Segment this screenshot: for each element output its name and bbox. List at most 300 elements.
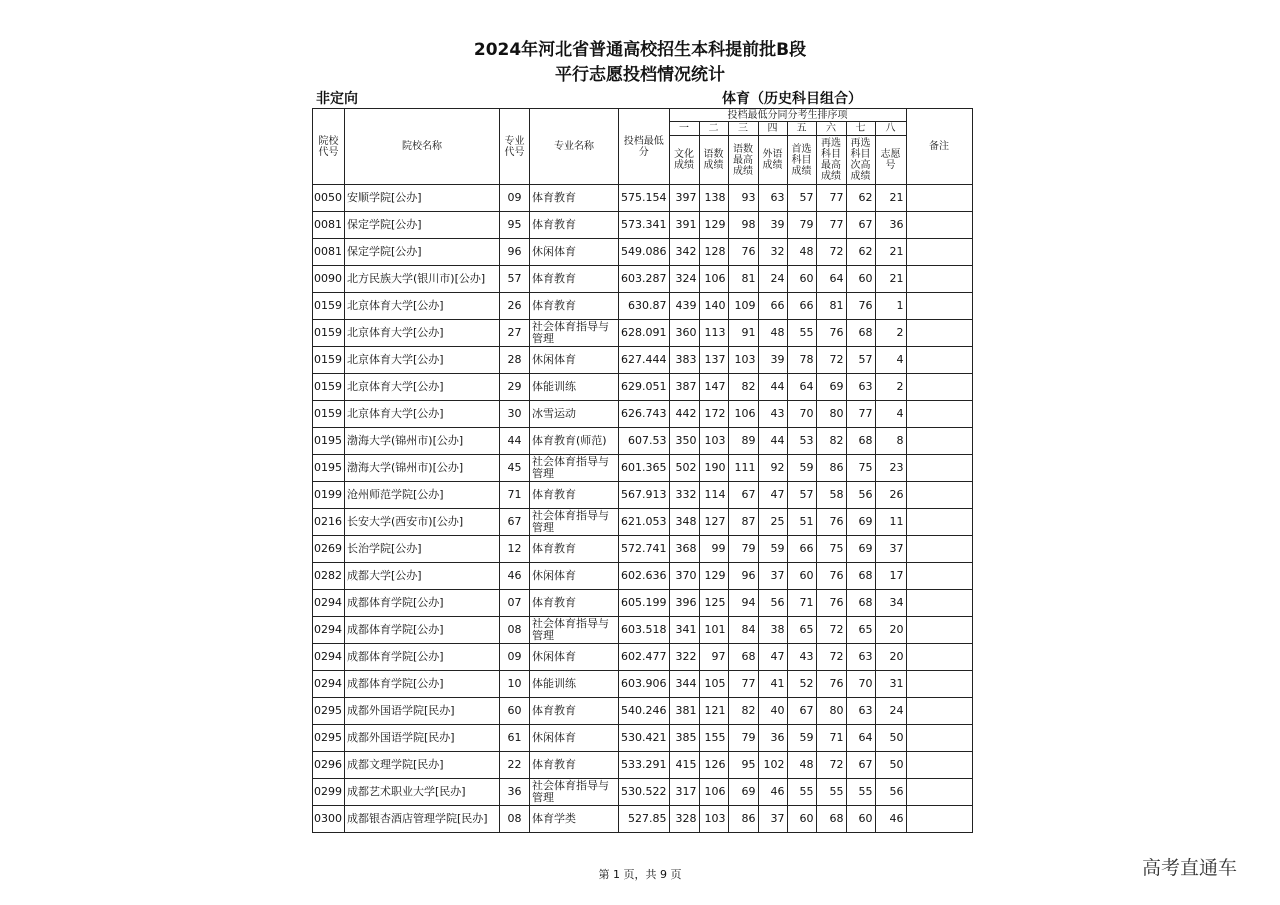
table-row bbox=[313, 779, 973, 806]
chinese-math-score-cell: 125 bbox=[699, 590, 728, 617]
header-school-name: 院校名称 bbox=[345, 109, 500, 185]
school-name-cell: 成都银杏酒店管理学院[民办] bbox=[345, 806, 500, 833]
major-code-cell: 08 bbox=[500, 617, 530, 644]
foreign-language-cell: 39 bbox=[758, 347, 787, 374]
school-code-cell: 0159 bbox=[313, 293, 345, 320]
chinese-math-max-cell: 69 bbox=[728, 779, 758, 806]
second-subject-max-cell: 71 bbox=[816, 725, 846, 752]
remark-cell bbox=[906, 698, 972, 725]
major-code-cell: 27 bbox=[500, 320, 530, 347]
school-code-cell: 0216 bbox=[313, 509, 345, 536]
major-code-cell: 09 bbox=[500, 644, 530, 671]
preference-number-cell: 8 bbox=[875, 428, 906, 455]
second-subject-next-cell: 60 bbox=[846, 806, 875, 833]
major-name-cell: 体育教育 bbox=[530, 482, 619, 509]
major-code-cell: 10 bbox=[500, 671, 530, 698]
second-subject-next-cell: 62 bbox=[846, 185, 875, 212]
chinese-math-score-cell: 147 bbox=[699, 374, 728, 401]
header-item: 语数最高成绩 bbox=[728, 136, 758, 185]
school-name-cell: 保定学院[公办] bbox=[345, 212, 500, 239]
second-subject-next-cell: 67 bbox=[846, 212, 875, 239]
table-row bbox=[313, 320, 973, 347]
chinese-math-score-cell: 113 bbox=[699, 320, 728, 347]
remark-cell bbox=[906, 320, 972, 347]
category-label: 非定向 bbox=[316, 91, 358, 107]
school-name-cell: 成都体育学院[公办] bbox=[345, 644, 500, 671]
preference-number-cell: 20 bbox=[875, 644, 906, 671]
second-subject-next-cell: 65 bbox=[846, 617, 875, 644]
second-subject-max-cell: 72 bbox=[816, 752, 846, 779]
remark-cell bbox=[906, 185, 972, 212]
first-subject-cell: 57 bbox=[787, 482, 816, 509]
table-row bbox=[313, 617, 973, 644]
major-name-cell: 体育教育(师范) bbox=[530, 428, 619, 455]
culture-score-cell: 324 bbox=[669, 266, 699, 293]
table-row bbox=[313, 266, 973, 293]
first-subject-cell: 55 bbox=[787, 320, 816, 347]
remark-cell bbox=[906, 617, 972, 644]
major-code-cell: 09 bbox=[500, 185, 530, 212]
table-row bbox=[313, 806, 973, 833]
major-code-cell: 45 bbox=[500, 455, 530, 482]
school-code-cell: 0295 bbox=[313, 698, 345, 725]
page-title: 2024年河北省普通高校招生本科提前批B段 bbox=[473, 40, 807, 60]
second-subject-next-cell: 62 bbox=[846, 239, 875, 266]
second-subject-max-cell: 80 bbox=[816, 401, 846, 428]
school-code-cell: 0159 bbox=[313, 320, 345, 347]
culture-score-cell: 415 bbox=[669, 752, 699, 779]
preference-number-cell: 23 bbox=[875, 455, 906, 482]
second-subject-next-cell: 68 bbox=[846, 590, 875, 617]
header-major-name: 专业名称 bbox=[530, 109, 619, 185]
second-subject-max-cell: 76 bbox=[816, 563, 846, 590]
chinese-math-max-cell: 82 bbox=[728, 698, 758, 725]
school-code-cell: 0294 bbox=[313, 590, 345, 617]
major-name-cell: 社会体育指导与管理 bbox=[530, 509, 619, 536]
min-score-cell: 602.636 bbox=[619, 563, 670, 590]
school-code-cell: 0294 bbox=[313, 644, 345, 671]
first-subject-cell: 51 bbox=[787, 509, 816, 536]
table-row bbox=[313, 401, 973, 428]
second-subject-max-cell: 72 bbox=[816, 347, 846, 374]
preference-number-cell: 4 bbox=[875, 347, 906, 374]
min-score-cell: 567.913 bbox=[619, 482, 670, 509]
remark-cell bbox=[906, 374, 972, 401]
second-subject-max-cell: 81 bbox=[816, 293, 846, 320]
school-name-cell: 成都体育学院[公办] bbox=[345, 617, 500, 644]
table-row bbox=[313, 482, 973, 509]
table-row bbox=[313, 536, 973, 563]
preference-number-cell: 11 bbox=[875, 509, 906, 536]
chinese-math-max-cell: 91 bbox=[728, 320, 758, 347]
culture-score-cell: 381 bbox=[669, 698, 699, 725]
second-subject-next-cell: 64 bbox=[846, 725, 875, 752]
first-subject-cell: 79 bbox=[787, 212, 816, 239]
header-item: 志愿号 bbox=[875, 136, 906, 185]
second-subject-max-cell: 77 bbox=[816, 212, 846, 239]
admission-table bbox=[312, 108, 973, 833]
school-code-cell: 0294 bbox=[313, 617, 345, 644]
remark-cell bbox=[906, 266, 972, 293]
school-code-cell: 0159 bbox=[313, 374, 345, 401]
second-subject-next-cell: 57 bbox=[846, 347, 875, 374]
major-name-cell: 体育教育 bbox=[530, 752, 619, 779]
second-subject-next-cell: 67 bbox=[846, 752, 875, 779]
second-subject-max-cell: 76 bbox=[816, 509, 846, 536]
first-subject-cell: 52 bbox=[787, 671, 816, 698]
major-name-cell: 体育教育 bbox=[530, 266, 619, 293]
major-name-cell: 体育教育 bbox=[530, 212, 619, 239]
culture-score-cell: 348 bbox=[669, 509, 699, 536]
school-name-cell: 沧州师范学院[公办] bbox=[345, 482, 500, 509]
first-subject-cell: 78 bbox=[787, 347, 816, 374]
foreign-language-cell: 66 bbox=[758, 293, 787, 320]
remark-cell bbox=[906, 347, 972, 374]
min-score-cell: 573.341 bbox=[619, 212, 670, 239]
school-code-cell: 0300 bbox=[313, 806, 345, 833]
second-subject-next-cell: 70 bbox=[846, 671, 875, 698]
culture-score-cell: 317 bbox=[669, 779, 699, 806]
second-subject-next-cell: 55 bbox=[846, 779, 875, 806]
first-subject-cell: 66 bbox=[787, 536, 816, 563]
school-code-cell: 0296 bbox=[313, 752, 345, 779]
second-subject-next-cell: 76 bbox=[846, 293, 875, 320]
table-row bbox=[313, 347, 973, 374]
major-code-cell: 96 bbox=[500, 239, 530, 266]
min-score-cell: 572.741 bbox=[619, 536, 670, 563]
second-subject-next-cell: 63 bbox=[846, 698, 875, 725]
chinese-math-max-cell: 103 bbox=[728, 347, 758, 374]
chinese-math-max-cell: 81 bbox=[728, 266, 758, 293]
chinese-math-max-cell: 86 bbox=[728, 806, 758, 833]
first-subject-cell: 66 bbox=[787, 293, 816, 320]
preference-number-cell: 21 bbox=[875, 185, 906, 212]
major-code-cell: 46 bbox=[500, 563, 530, 590]
school-name-cell: 保定学院[公办] bbox=[345, 239, 500, 266]
table-row bbox=[313, 563, 973, 590]
first-subject-cell: 55 bbox=[787, 779, 816, 806]
chinese-math-max-cell: 93 bbox=[728, 185, 758, 212]
chinese-math-score-cell: 103 bbox=[699, 428, 728, 455]
header-num: 六 bbox=[816, 122, 846, 136]
header-remark: 备注 bbox=[906, 109, 972, 185]
second-subject-max-cell: 72 bbox=[816, 644, 846, 671]
chinese-math-max-cell: 94 bbox=[728, 590, 758, 617]
chinese-math-max-cell: 77 bbox=[728, 671, 758, 698]
table-row bbox=[313, 644, 973, 671]
preference-number-cell: 31 bbox=[875, 671, 906, 698]
chinese-math-max-cell: 82 bbox=[728, 374, 758, 401]
foreign-language-cell: 102 bbox=[758, 752, 787, 779]
header-major-code: 专业代号 bbox=[500, 109, 530, 185]
header-item: 再选科目最高成绩 bbox=[816, 136, 846, 185]
remark-cell bbox=[906, 239, 972, 266]
school-code-cell: 0090 bbox=[313, 266, 345, 293]
school-code-cell: 0199 bbox=[313, 482, 345, 509]
preference-number-cell: 2 bbox=[875, 374, 906, 401]
chinese-math-score-cell: 137 bbox=[699, 347, 728, 374]
culture-score-cell: 341 bbox=[669, 617, 699, 644]
preference-number-cell: 20 bbox=[875, 617, 906, 644]
second-subject-next-cell: 68 bbox=[846, 563, 875, 590]
school-code-cell: 0195 bbox=[313, 455, 345, 482]
remark-cell bbox=[906, 725, 972, 752]
min-score-cell: 626.743 bbox=[619, 401, 670, 428]
table-row bbox=[313, 239, 973, 266]
school-name-cell: 渤海大学(锦州市)[公办] bbox=[345, 455, 500, 482]
major-code-cell: 22 bbox=[500, 752, 530, 779]
table-row bbox=[313, 671, 973, 698]
min-score-cell: 630.87 bbox=[619, 293, 670, 320]
second-subject-max-cell: 76 bbox=[816, 590, 846, 617]
remark-cell bbox=[906, 428, 972, 455]
school-code-cell: 0159 bbox=[313, 401, 345, 428]
school-code-cell: 0081 bbox=[313, 239, 345, 266]
chinese-math-score-cell: 99 bbox=[699, 536, 728, 563]
major-name-cell: 体能训练 bbox=[530, 671, 619, 698]
school-name-cell: 成都体育学院[公办] bbox=[345, 590, 500, 617]
culture-score-cell: 328 bbox=[669, 806, 699, 833]
second-subject-max-cell: 68 bbox=[816, 806, 846, 833]
header-item: 首选科目成绩 bbox=[787, 136, 816, 185]
min-score-cell: 530.421 bbox=[619, 725, 670, 752]
table-row bbox=[313, 752, 973, 779]
remark-cell bbox=[906, 752, 972, 779]
school-code-cell: 0195 bbox=[313, 428, 345, 455]
chinese-math-score-cell: 129 bbox=[699, 563, 728, 590]
min-score-cell: 627.444 bbox=[619, 347, 670, 374]
min-score-cell: 527.85 bbox=[619, 806, 670, 833]
chinese-math-score-cell: 138 bbox=[699, 185, 728, 212]
header-min-score: 投档最低分 bbox=[619, 109, 670, 185]
school-name-cell: 北京体育大学[公办] bbox=[345, 374, 500, 401]
table-row bbox=[313, 212, 973, 239]
major-code-cell: 12 bbox=[500, 536, 530, 563]
preference-number-cell: 17 bbox=[875, 563, 906, 590]
header-num: 五 bbox=[787, 122, 816, 136]
major-code-cell: 71 bbox=[500, 482, 530, 509]
school-name-cell: 成都外国语学院[民办] bbox=[345, 698, 500, 725]
preference-number-cell: 36 bbox=[875, 212, 906, 239]
remark-cell bbox=[906, 806, 972, 833]
preference-number-cell: 1 bbox=[875, 293, 906, 320]
culture-score-cell: 442 bbox=[669, 401, 699, 428]
min-score-cell: 540.246 bbox=[619, 698, 670, 725]
foreign-language-cell: 46 bbox=[758, 779, 787, 806]
remark-cell bbox=[906, 563, 972, 590]
first-subject-cell: 65 bbox=[787, 617, 816, 644]
chinese-math-max-cell: 106 bbox=[728, 401, 758, 428]
header-item: 外语成绩 bbox=[758, 136, 787, 185]
min-score-cell: 602.477 bbox=[619, 644, 670, 671]
header-school-code: 院校代号 bbox=[313, 109, 345, 185]
min-score-cell: 530.522 bbox=[619, 779, 670, 806]
foreign-language-cell: 37 bbox=[758, 806, 787, 833]
major-name-cell: 体育学类 bbox=[530, 806, 619, 833]
major-code-cell: 57 bbox=[500, 266, 530, 293]
table-row bbox=[313, 428, 973, 455]
second-subject-next-cell: 68 bbox=[846, 320, 875, 347]
header-tiebreak-group: 投档最低分同分考生排序项 bbox=[669, 109, 906, 122]
chinese-math-score-cell: 106 bbox=[699, 779, 728, 806]
major-name-cell: 体育教育 bbox=[530, 698, 619, 725]
school-name-cell: 成都文理学院[民办] bbox=[345, 752, 500, 779]
chinese-math-max-cell: 68 bbox=[728, 644, 758, 671]
foreign-language-cell: 48 bbox=[758, 320, 787, 347]
major-name-cell: 社会体育指导与管理 bbox=[530, 779, 619, 806]
major-code-cell: 95 bbox=[500, 212, 530, 239]
major-name-cell: 体能训练 bbox=[530, 374, 619, 401]
header-num: 八 bbox=[875, 122, 906, 136]
foreign-language-cell: 56 bbox=[758, 590, 787, 617]
remark-cell bbox=[906, 671, 972, 698]
remark-cell bbox=[906, 590, 972, 617]
major-name-cell: 冰雪运动 bbox=[530, 401, 619, 428]
major-name-cell: 休闲体育 bbox=[530, 239, 619, 266]
major-code-cell: 44 bbox=[500, 428, 530, 455]
chinese-math-score-cell: 97 bbox=[699, 644, 728, 671]
header-num: 二 bbox=[699, 122, 728, 136]
school-name-cell: 渤海大学(锦州市)[公办] bbox=[345, 428, 500, 455]
culture-score-cell: 350 bbox=[669, 428, 699, 455]
culture-score-cell: 332 bbox=[669, 482, 699, 509]
culture-score-cell: 396 bbox=[669, 590, 699, 617]
school-code-cell: 0299 bbox=[313, 779, 345, 806]
remark-cell bbox=[906, 644, 972, 671]
preference-number-cell: 2 bbox=[875, 320, 906, 347]
second-subject-max-cell: 69 bbox=[816, 374, 846, 401]
second-subject-max-cell: 80 bbox=[816, 698, 846, 725]
culture-score-cell: 502 bbox=[669, 455, 699, 482]
min-score-cell: 621.053 bbox=[619, 509, 670, 536]
chinese-math-score-cell: 105 bbox=[699, 671, 728, 698]
second-subject-max-cell: 86 bbox=[816, 455, 846, 482]
second-subject-next-cell: 60 bbox=[846, 266, 875, 293]
major-code-cell: 36 bbox=[500, 779, 530, 806]
chinese-math-max-cell: 96 bbox=[728, 563, 758, 590]
header-item: 文化成绩 bbox=[669, 136, 699, 185]
chinese-math-max-cell: 79 bbox=[728, 536, 758, 563]
preference-number-cell: 34 bbox=[875, 590, 906, 617]
school-code-cell: 0081 bbox=[313, 212, 345, 239]
table-row bbox=[313, 185, 973, 212]
second-subject-next-cell: 77 bbox=[846, 401, 875, 428]
first-subject-cell: 59 bbox=[787, 725, 816, 752]
second-subject-next-cell: 69 bbox=[846, 509, 875, 536]
school-name-cell: 北京体育大学[公办] bbox=[345, 320, 500, 347]
remark-cell bbox=[906, 212, 972, 239]
culture-score-cell: 322 bbox=[669, 644, 699, 671]
foreign-language-cell: 37 bbox=[758, 563, 787, 590]
school-code-cell: 0294 bbox=[313, 671, 345, 698]
first-subject-cell: 48 bbox=[787, 239, 816, 266]
chinese-math-score-cell: 190 bbox=[699, 455, 728, 482]
major-name-cell: 社会体育指导与管理 bbox=[530, 617, 619, 644]
table-row bbox=[313, 725, 973, 752]
foreign-language-cell: 44 bbox=[758, 374, 787, 401]
second-subject-max-cell: 64 bbox=[816, 266, 846, 293]
first-subject-cell: 60 bbox=[787, 563, 816, 590]
foreign-language-cell: 47 bbox=[758, 644, 787, 671]
second-subject-max-cell: 77 bbox=[816, 185, 846, 212]
major-code-cell: 07 bbox=[500, 590, 530, 617]
major-code-cell: 29 bbox=[500, 374, 530, 401]
chinese-math-score-cell: 114 bbox=[699, 482, 728, 509]
first-subject-cell: 67 bbox=[787, 698, 816, 725]
remark-cell bbox=[906, 482, 972, 509]
first-subject-cell: 43 bbox=[787, 644, 816, 671]
header-num: 四 bbox=[758, 122, 787, 136]
culture-score-cell: 397 bbox=[669, 185, 699, 212]
school-code-cell: 0159 bbox=[313, 347, 345, 374]
major-name-cell: 社会体育指导与管理 bbox=[530, 455, 619, 482]
second-subject-max-cell: 76 bbox=[816, 671, 846, 698]
second-subject-next-cell: 75 bbox=[846, 455, 875, 482]
preference-number-cell: 26 bbox=[875, 482, 906, 509]
major-name-cell: 休闲体育 bbox=[530, 644, 619, 671]
first-subject-cell: 57 bbox=[787, 185, 816, 212]
foreign-language-cell: 25 bbox=[758, 509, 787, 536]
culture-score-cell: 344 bbox=[669, 671, 699, 698]
culture-score-cell: 368 bbox=[669, 536, 699, 563]
culture-score-cell: 391 bbox=[669, 212, 699, 239]
major-name-cell: 休闲体育 bbox=[530, 347, 619, 374]
min-score-cell: 603.518 bbox=[619, 617, 670, 644]
chinese-math-score-cell: 101 bbox=[699, 617, 728, 644]
major-name-cell: 社会体育指导与管理 bbox=[530, 320, 619, 347]
second-subject-next-cell: 69 bbox=[846, 536, 875, 563]
chinese-math-max-cell: 67 bbox=[728, 482, 758, 509]
chinese-math-max-cell: 79 bbox=[728, 725, 758, 752]
second-subject-next-cell: 68 bbox=[846, 428, 875, 455]
culture-score-cell: 439 bbox=[669, 293, 699, 320]
min-score-cell: 605.199 bbox=[619, 590, 670, 617]
major-name-cell: 体育教育 bbox=[530, 536, 619, 563]
min-score-cell: 628.091 bbox=[619, 320, 670, 347]
second-subject-max-cell: 75 bbox=[816, 536, 846, 563]
school-name-cell: 成都外国语学院[民办] bbox=[345, 725, 500, 752]
major-code-cell: 28 bbox=[500, 347, 530, 374]
school-name-cell: 北京体育大学[公办] bbox=[345, 401, 500, 428]
preference-number-cell: 4 bbox=[875, 401, 906, 428]
chinese-math-score-cell: 106 bbox=[699, 266, 728, 293]
culture-score-cell: 360 bbox=[669, 320, 699, 347]
first-subject-cell: 70 bbox=[787, 401, 816, 428]
table-row bbox=[313, 698, 973, 725]
min-score-cell: 607.53 bbox=[619, 428, 670, 455]
header-num: 一 bbox=[669, 122, 699, 136]
chinese-math-score-cell: 103 bbox=[699, 806, 728, 833]
header-num: 三 bbox=[728, 122, 758, 136]
watermark: 高考直通车 bbox=[1142, 857, 1238, 879]
major-code-cell: 61 bbox=[500, 725, 530, 752]
header-item: 语数成绩 bbox=[699, 136, 728, 185]
second-subject-max-cell: 58 bbox=[816, 482, 846, 509]
chinese-math-score-cell: 172 bbox=[699, 401, 728, 428]
culture-score-cell: 342 bbox=[669, 239, 699, 266]
second-subject-max-cell: 76 bbox=[816, 320, 846, 347]
chinese-math-score-cell: 126 bbox=[699, 752, 728, 779]
culture-score-cell: 370 bbox=[669, 563, 699, 590]
foreign-language-cell: 41 bbox=[758, 671, 787, 698]
foreign-language-cell: 59 bbox=[758, 536, 787, 563]
preference-number-cell: 37 bbox=[875, 536, 906, 563]
school-code-cell: 0282 bbox=[313, 563, 345, 590]
major-code-cell: 08 bbox=[500, 806, 530, 833]
page-subtitle: 平行志愿投档情况统计 bbox=[555, 65, 725, 85]
chinese-math-max-cell: 87 bbox=[728, 509, 758, 536]
min-score-cell: 603.287 bbox=[619, 266, 670, 293]
